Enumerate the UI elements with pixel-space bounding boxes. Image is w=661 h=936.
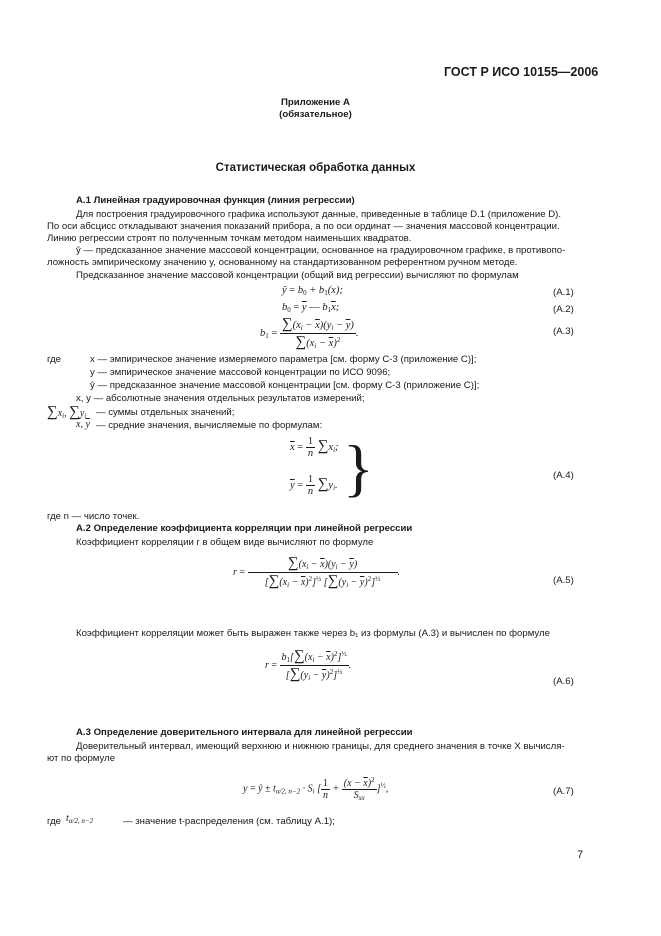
definition-sums: — суммы отдельных значений; [96,407,235,418]
paragraph-line: По оси абсцисс откладывают значения показаний прибора, а по оси ординат — значения массовой концентрации. [47,221,560,232]
paragraph-line: Коэффициент корреляции может быть выражен также через b₁ из формулы (А.3) и вычислен по формуле [76,628,550,639]
appendix-status: (обязательное) [279,109,352,120]
document-code: ГОСТ Р ИСО 10155—2006 [444,65,599,79]
paragraph-line: Линию регрессии строят по полученным точкам методом наименьших квадратов. [47,233,412,244]
equation-number: (A.2) [553,304,574,315]
definition-n: где n — число точек. [47,511,140,522]
paragraph-line: Предсказанное значение массовой концентрации (общий вид регрессии) вычисляют по формулам [76,270,519,281]
formula-a4-x: $\overline{x}$ = $\frac{1}{n}$ $\sum x_i$; [290,436,339,459]
paragraph-line: Для построения градуировочного графика используют данные, приведенные в таблице D.1 (приложение D). [76,209,561,220]
formula-a4-y: $\overline{y}$ = $\frac{1}{n}$ $\sum y_i$. [290,474,338,497]
t-symbol: $t_{\alpha/2, n-2}$ [66,813,94,825]
formula-a2: $b_0 = \overline{y}$ — $b_1\overline{x}$; [282,302,340,314]
formula-a1: ŷ = $b_0 + b_1(x)$; [282,285,343,297]
paragraph-line: ŷ — предсказанное значение массовой концентрации, основанное на градуировочном графике, в противопо- [76,245,566,256]
paragraph-line: Коэффициент корреляции r в общем виде вычисляют по формуле [76,537,374,548]
section-a3-heading: А.3 Определение доверительного интервала для линейной регрессии [76,727,413,738]
where-label: где [47,816,62,827]
formula-a3: $b_1$ = $\frac{\sum(x_i - \overline{x})(y_i - \overline{y})}{\sum(x_i - \overline{x})^2}$ . [260,316,359,350]
definition-means: — средние значения, вычисляемые по формулам: [96,420,323,431]
equation-number: (A.7) [553,786,574,797]
definition-x: x — эмпирическое значение измеряемого параметра [см. форму С-3 (приложение С)]; [90,354,477,365]
appendix-title: Приложение А [281,97,350,108]
mean-symbols: $\overline{x}$, $\overline{y}$ [76,419,90,430]
equation-number: (A.6) [553,676,574,687]
where-label: где [47,354,62,365]
paragraph-line: ют по формуле [47,753,116,764]
formula-a6: r = $\frac{b_1[\sum(x_i - \overline{x})^2]^{\frac{1}{2}}}{[\sum(y_i - \overline{y})^2]^{\frac{1}{2}}}$ . [265,648,352,682]
paragraph-line: ложность эмпирическому значению y, основанному на стандартизованном референтном ручном методе. [47,257,518,268]
equation-number: (A.5) [553,575,574,586]
sum-symbols: $\sum x_i$, $\sum y_i$ [47,404,87,420]
definition-xi-yi: x, y — абсолютные значения отдельных результатов измерений; [76,393,365,404]
section-a2-heading: А.2 Определение коэффициента корреляции при линейной регрессии [76,523,413,534]
main-title: Статистическая обработка данных [215,162,416,174]
brace: } [343,432,374,503]
definition-t: — значение t-распределения (см. таблицу А.1); [123,816,335,827]
formula-a5: r = $\frac{\sum(x_i - \overline{x})(y_i - \overline{y})}{[\sum(x_i - \overline{x})^2]^{\frac{1}{2}} [\sum(y_i - \overline{y})^2]^{\frac{1}{2}}}$ . [233,555,401,589]
equation-number: (A.3) [553,326,574,337]
equation-number: (A.1) [553,287,574,298]
page-number: 7 [577,849,584,861]
equation-number: (A.4) [553,470,574,481]
paragraph-line: Доверительный интервал, имеющий верхнюю и нижнюю границы, для среднего значения в точке X вычисля- [76,741,565,752]
formula-a7: y = ŷ ± $t_{\alpha/2, n-2} \cdot S_i$ [ $\frac{1}{n}$ + $\frac{(x - \overline{x})^2}{S_{xx}}$ ]$^{\frac{1}{2}}$, [243,776,389,802]
definition-y: y — эмпирическое значение массовой концентрации по ИСО 9096; [90,367,391,378]
section-a1-heading: А.1 Линейная градуировочная функция (линия регрессии) [76,195,355,206]
definition-yhat: ŷ — предсказанное значение массовой концентрации [см. форму С-3 (приложение С)]; [90,380,480,391]
